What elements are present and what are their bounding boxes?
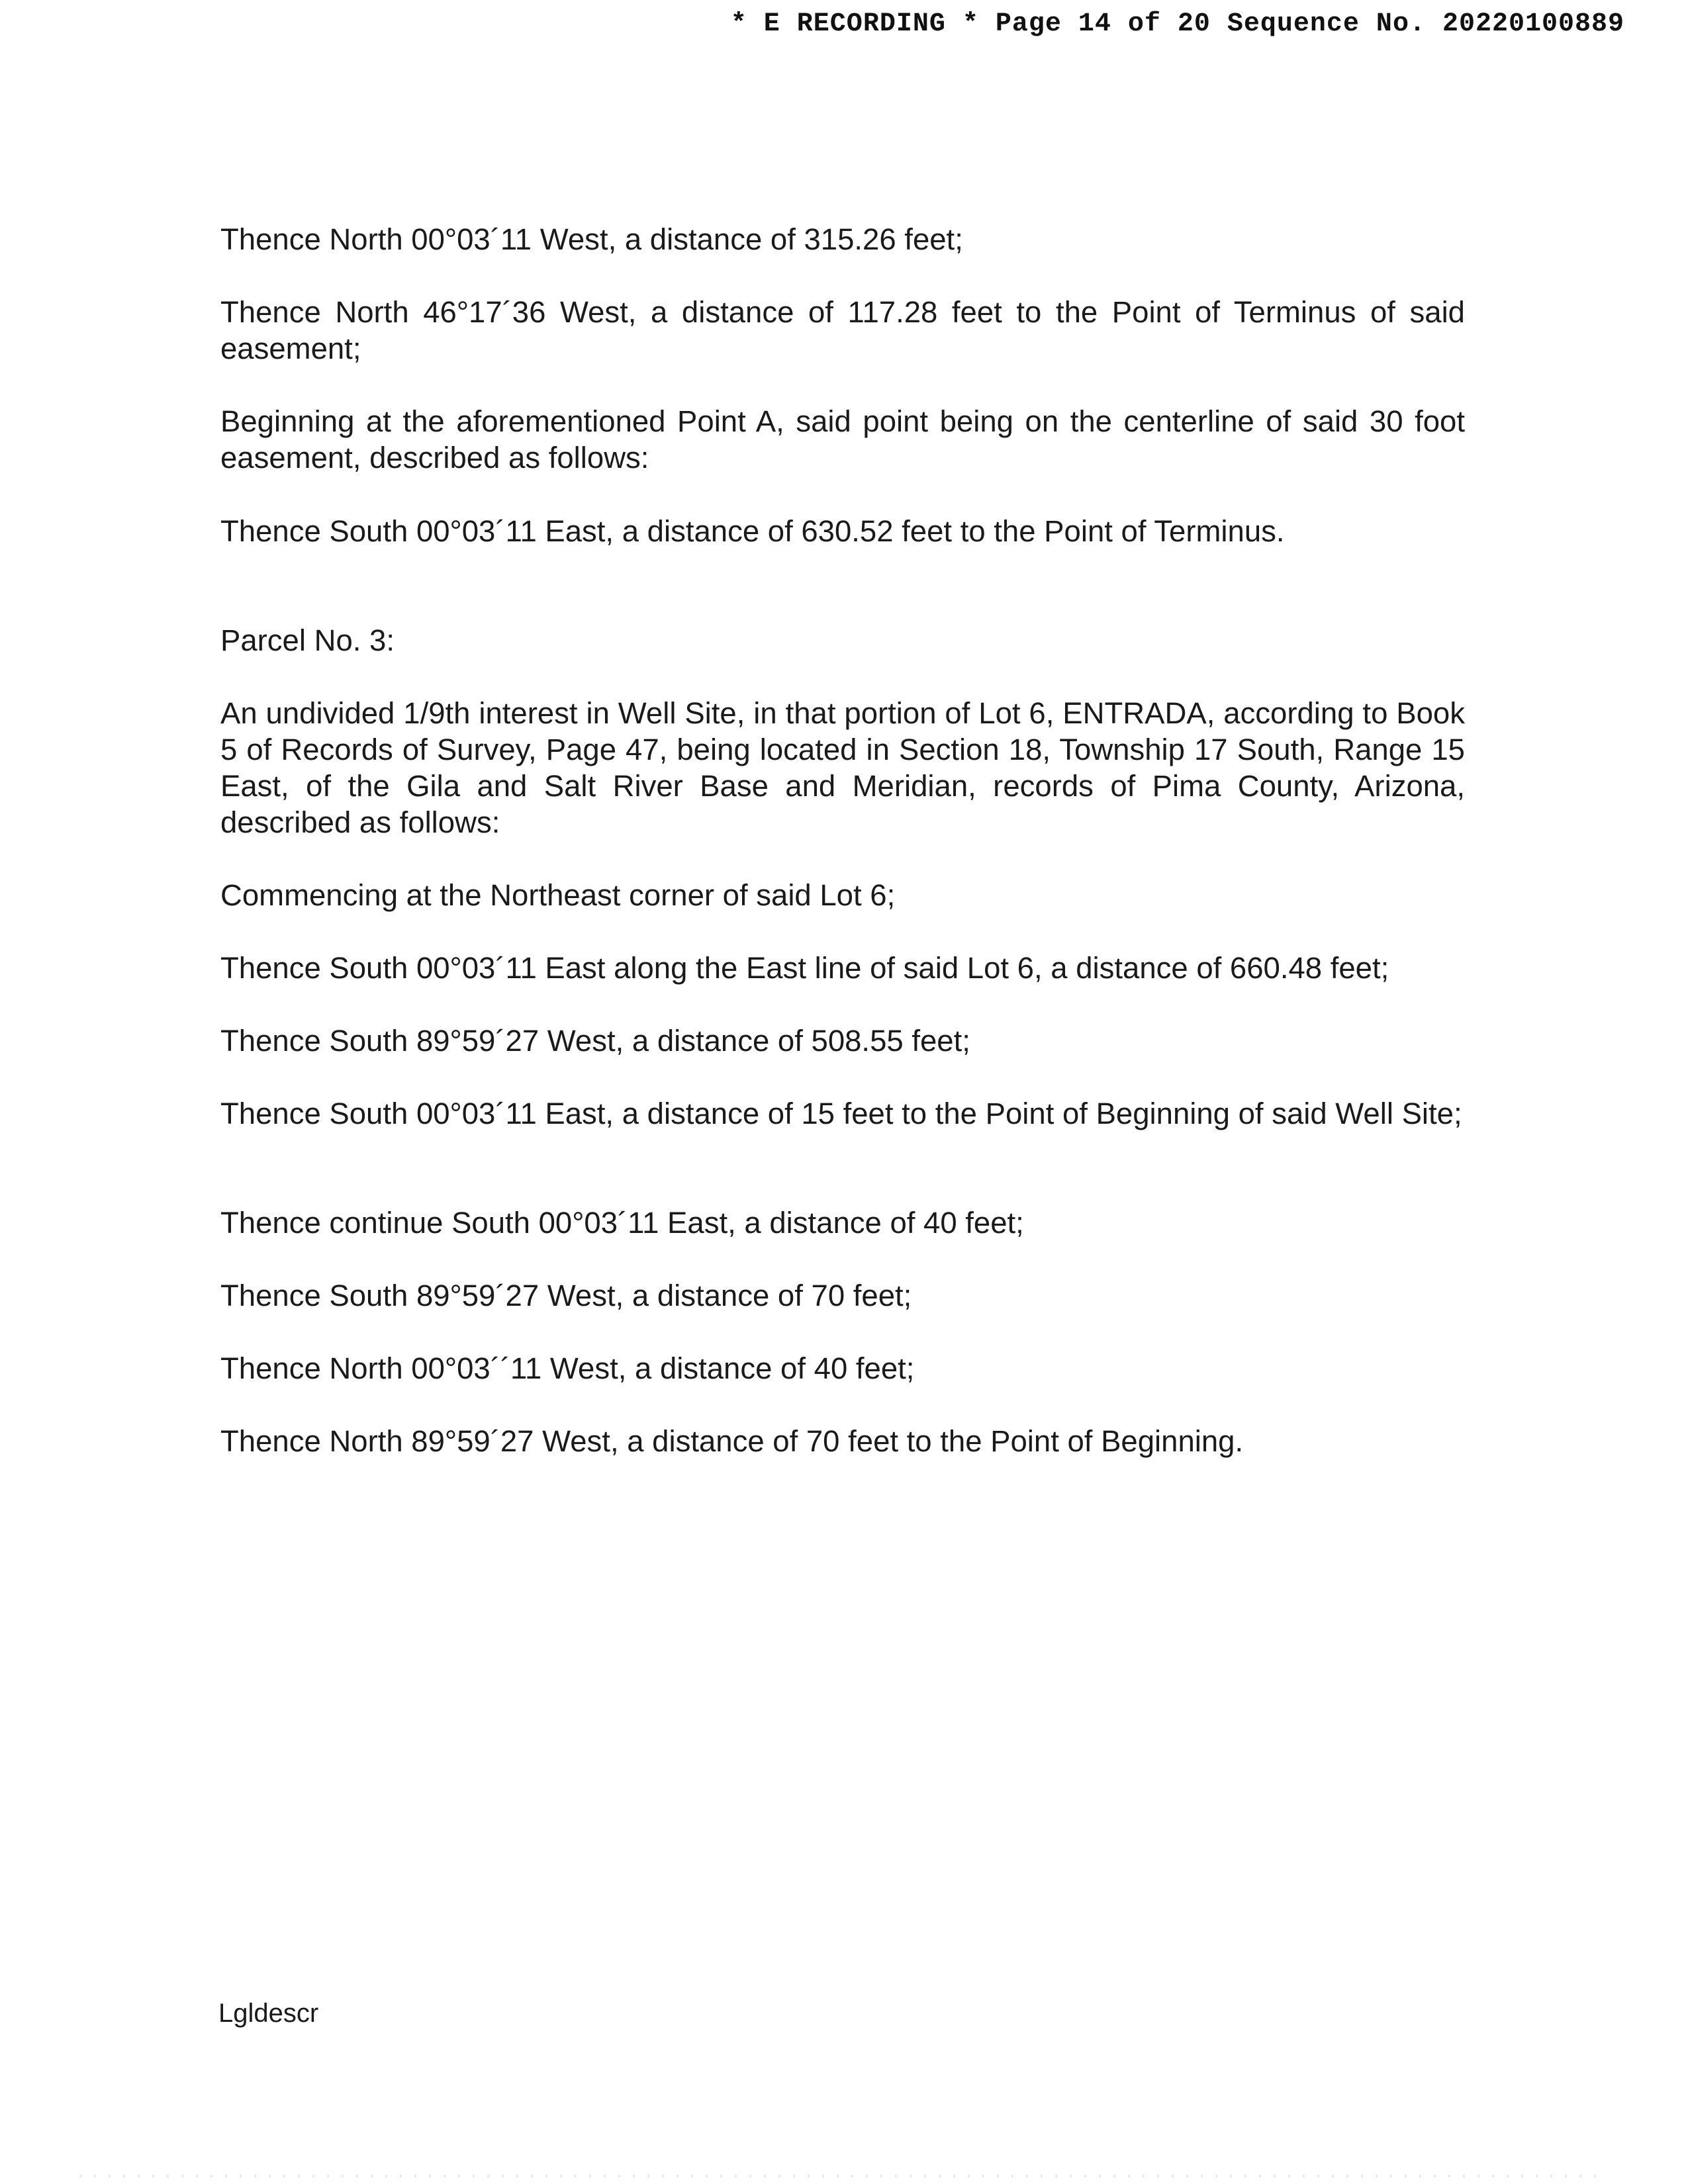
paragraph-8: Thence South 00°03´11 East along the East line of said Lot 6, a distance of 660.48 feet; <box>220 951 1389 985</box>
paragraph-10: Thence South 00°03´11 East, a distance of 15 feet to the Point of Beginning of said Well Site; <box>220 1097 1462 1130</box>
paragraph-12: Thence South 89°59´27 West, a distance of 70 feet; <box>220 1279 912 1312</box>
paragraph-4: Thence South 00°03´11 East, a distance of 630.52 feet to the Point of Terminus. <box>220 514 1285 548</box>
paragraph-13: Thence North 00°03´´11 West, a distance of 40 feet; <box>220 1351 915 1385</box>
paragraph-9: Thence South 89°59´27 West, a distance of 508.55 feet; <box>220 1024 970 1058</box>
paragraph-1: Thence North 00°03´11 West, a distance of 315.26 feet; <box>220 222 963 256</box>
scan-artifact-line <box>79 2175 1602 2177</box>
paragraph-14: Thence North 89°59´27 West, a distance of 70 feet to the Point of Beginning. <box>220 1424 1244 1458</box>
parcel-heading: Parcel No. 3: <box>220 623 395 657</box>
paragraph-2: Thence North 46°17´36 West, a distance of 117.28 feet to the Point of Terminus of said easement; <box>220 295 1465 365</box>
paragraph-6: An undivided 1/9th interest in Well Site, in that portion of Lot 6, ENTRADA, according to Book 5 of Records of Survey, Page 47, being located in Section 18, Township 17 South, Range 15 East, of the Gila and Salt River Base and Meridian, records of Pima County, Arizona, described as follows: <box>220 696 1465 839</box>
recording-stamp: * E RECORDING * Page 14 of 20 Sequence No. 20220100889 <box>730 9 1624 39</box>
paragraph-7: Commencing at the Northeast corner of said Lot 6; <box>220 878 896 912</box>
paragraph-3: Beginning at the aforementioned Point A, said point being on the centerline of said 30 foot easement, described as follows: <box>220 404 1465 475</box>
document-code: Lgldescr <box>218 1999 319 2028</box>
paragraph-11: Thence continue South 00°03´11 East, a distance of 40 feet; <box>220 1206 1024 1240</box>
